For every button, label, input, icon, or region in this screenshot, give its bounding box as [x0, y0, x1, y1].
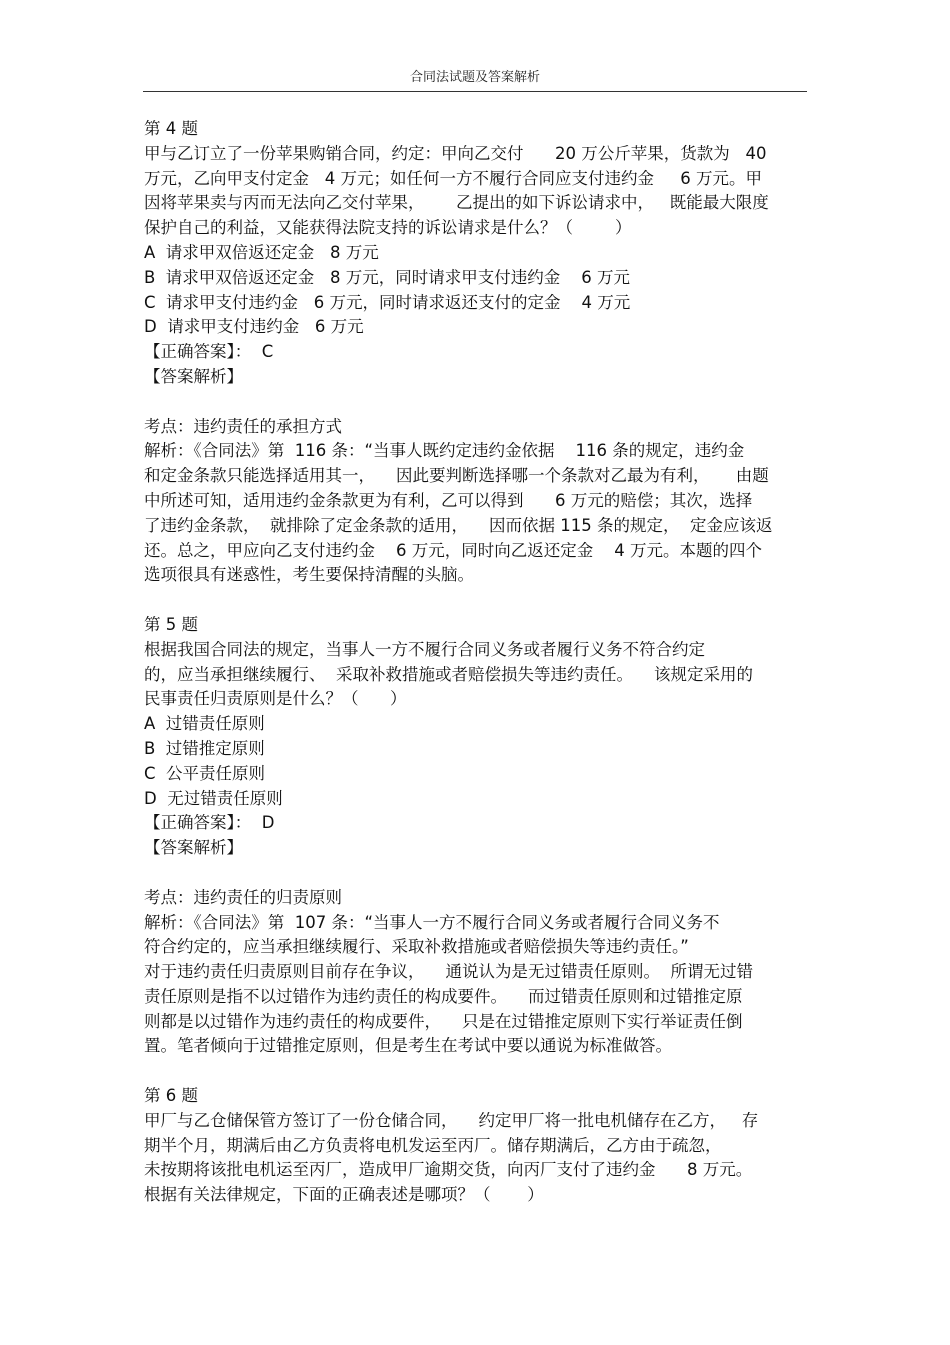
document-body: [144, 117, 808, 1208]
question-4-stem-line: 甲与乙订立了一份苹果购销合同，约定：甲向乙交付 20 万公斤苹果，货款为 40: [144, 143, 767, 163]
question-4-option-c: C 请求甲支付违约金 6 万元，同时请求返还支付的定金 4 万元: [144, 292, 631, 312]
question-4-analysis-label: 【答案解析】: [144, 366, 243, 386]
question-4-stem-line: 万元，乙向甲支付定金 4 万元；如任何一方不履行合同应支付违约金 6 万元。甲: [144, 168, 762, 188]
question-4-analysis-line: 选项很具有迷惑性，考生要保持清醒的头脑。: [144, 565, 474, 585]
question-6-title: 第 6 题: [144, 1086, 198, 1106]
question-5-answer: 【正确答案】： D: [144, 813, 275, 833]
spacer: [144, 861, 808, 886]
question-5-stem-line: 民事责任归责原则是什么？（ ）: [144, 689, 407, 709]
question-4-stem-line: 保护自己的利益，又能获得法院支持的诉讼请求是什么？（ ）: [144, 218, 632, 238]
question-5-analysis-line: 对于违约责任归责原则目前存在争议， 通说认为是无过错责任原则。 所谓无过错: [144, 962, 753, 982]
question-4-stem-line: 因将苹果卖与丙而无法向乙交付苹果， 乙提出的如下诉讼请求中， 既能最大限度: [144, 193, 769, 213]
question-5-option-c: C 公平责任原则: [144, 763, 266, 783]
question-5-analysis-line: 置。笔者倾向于过错推定原则，但是考生在考试中要以通说为标准做答。: [144, 1036, 672, 1056]
question-4-analysis-line: 还。总之，甲应向乙支付违约金 6 万元，同时向乙返还定金 4 万元。本题的四个: [144, 540, 762, 560]
question-4-analysis-line: 和定金条款只能选择适用其一， 因此要判断选择哪一个条款对乙最为有利， 由题: [144, 466, 769, 486]
question-6-stem-line: 根据有关法律规定，下面的正确表述是哪项？（ ）: [144, 1185, 544, 1205]
question-5-stem-line: 根据我国合同法的规定，当事人一方不履行合同义务或者履行义务不符合约定: [144, 639, 705, 659]
question-6-stem-line: 期半个月，期满后由乙方负责将电机发运至丙厂。储存期满后，乙方由于疏忽，: [144, 1135, 722, 1155]
question-5-stem-line: 的，应当承担继续履行、 采取补救措施或者赔偿损失等违约责任。 该规定采用的: [144, 664, 753, 684]
question-6-stem-line: 甲厂与乙仓储保管方签订了一份仓储合同， 约定甲厂将一批电机储存在乙方， 存: [144, 1110, 759, 1130]
question-5-analysis-line: 则都是以过错作为违约责任的构成要件， 只是在过错推定原则下实行举证责任倒: [144, 1011, 743, 1031]
question-4-title: 第 4 题: [144, 119, 198, 138]
question-5-point: 考点：违约责任的归责原则: [144, 887, 342, 907]
page-header-title: 合同法试题及答案解析: [409, 70, 540, 85]
spacer: [144, 390, 808, 415]
spacer: [144, 588, 808, 613]
question-4-option-d: D 请求甲支付违约金 6 万元: [144, 317, 364, 337]
question-4-analysis-line: 解析：《合同法》第 116 条：“当事人既约定违约金依据 116 条的规定，违约金: [144, 441, 745, 461]
question-4-point: 考点：违约责任的承担方式: [144, 416, 342, 436]
header-divider: [143, 91, 807, 92]
question-4-analysis-line: 了违约金条款， 就排除了定金条款的适用， 因而依据 115 条的规定， 定金应该返: [144, 515, 773, 535]
question-5-analysis-line: 责任原则是指不以过错作为违约责任的构成要件。 而过错责任原则和过错推定原: [144, 986, 743, 1006]
question-4-answer: 【正确答案】： C: [144, 342, 274, 362]
question-4-option-b: B 请求甲双倍返还定金 8 万元，同时请求甲支付违约金 6 万元: [144, 267, 631, 287]
question-5-option-a: A 过错责任原则: [144, 714, 265, 734]
question-5-option-d: D 无过错责任原则: [144, 788, 283, 808]
question-6-stem-line: 未按期将该批电机运至丙厂，造成甲厂逾期交货，向丙厂支付了违约金 8 万元。: [144, 1160, 753, 1180]
question-5-title: 第 5 题: [144, 614, 198, 634]
question-5-analysis-line: 符合约定的，应当承担继续履行、采取补救措施或者赔偿损失等违约责任。”: [144, 937, 689, 957]
question-4-option-a: A 请求甲双倍返还定金 8 万元: [144, 242, 379, 262]
question-5-analysis-line: 解析：《合同法》第 107 条：“当事人一方不履行合同义务或者履行合同义务不: [144, 912, 720, 932]
spacer: [144, 1059, 808, 1084]
question-5-option-b: B 过错推定原则: [144, 738, 265, 758]
question-5-analysis-label: 【答案解析】: [144, 838, 243, 858]
question-4-analysis-line: 中所述可知，适用违约金条款更为有利，乙可以得到 6 万元的赔偿；其次，选择: [144, 490, 753, 510]
